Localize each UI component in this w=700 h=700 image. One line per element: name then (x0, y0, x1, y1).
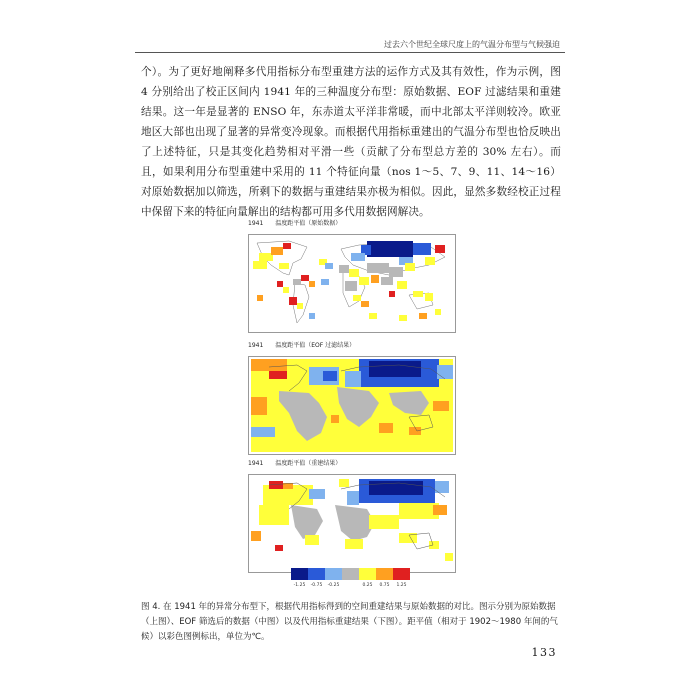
map-eof-filtered (248, 356, 456, 455)
legend-swatch (376, 568, 393, 580)
panel-year: 1941 (248, 460, 264, 467)
legend-label: 1.25 (396, 583, 407, 588)
paragraph-text: 个）。为了更好地阐释多代用指标分布型重建方法的运作方式及其有效性，作为示例，图 4 分别给出了校正区间内 1941 年的三种温度分布型：原始数据、EOF 过滤结果和重建结果。这一年是显著的 ENSO 年，东赤道太平洋非常暖，而中北部太平洋则较冷。欧亚地区大部也出现了显著的异常变冷现象。而根据代用指标重建出的气温分布型也恰反映出了上述特征，只是其变化趋势相对平滑一些（贡献了分布型总方差的 30% 左右）。而且，如果利用分布型重建中采用的 11 个特征向量（nos 1～5、7、9、11、14～16）对原始数据加以筛选，所剩下的数据与重建结果亦极为相似。因此，显然多数经校正过程中保留下来的特征向量解出的结构都可用多代用数据网解决。 (141, 66, 561, 218)
legend-swatch (291, 568, 308, 580)
legend-swatch (308, 568, 325, 580)
legend-label: -0.25 (327, 583, 340, 588)
body-paragraph (141, 62, 561, 222)
map-eof-svg (249, 357, 455, 454)
header-rule (135, 52, 565, 53)
map-reconstruction-svg (249, 475, 455, 572)
legend-swatch (393, 568, 410, 580)
panel-year: 1941 (248, 342, 264, 349)
panel-caption: 温度距平值（EOF 过滤结果） (275, 342, 356, 349)
panel-title-2 (248, 340, 355, 349)
panel-caption: 温度距平值（重建结果） (275, 460, 342, 467)
legend-label: 0.25 (362, 583, 373, 588)
map-original-data (248, 234, 456, 333)
map-original-svg (249, 235, 455, 332)
legend-bar (291, 568, 410, 580)
panel-year: 1941 (248, 220, 264, 227)
panel-title-3 (248, 458, 341, 467)
color-legend (291, 568, 410, 588)
legend-swatch (359, 568, 376, 580)
running-head: 过去六个世纪全球尺度上的气温分布型与气候强迫 (384, 40, 560, 49)
panel-caption: 温度距平值（原始数据） (275, 220, 342, 227)
map-reconstruction (248, 474, 456, 573)
figure-caption: 图 4. 在 1941 年的异常分布型下，根据代用指标得到的空间重建结果与原始数据的对比。图示分别为原始数据（上图）、EOF 筛选后的数据（中图）以及代用指标重建结果（下图）。距平值（相对于 1902～1980 年间的气候）以彩色图例标出，单位为℃。 (141, 602, 558, 642)
legend-labels (291, 583, 410, 588)
legend-swatch (325, 568, 342, 580)
page-number: 133 (531, 646, 557, 659)
legend-label: -0.75 (310, 583, 323, 588)
legend-label: -1.25 (293, 583, 306, 588)
legend-swatch (342, 568, 359, 580)
panel-title-1 (248, 218, 341, 227)
legend-label (342, 583, 359, 588)
legend-label: 0.75 (379, 583, 390, 588)
